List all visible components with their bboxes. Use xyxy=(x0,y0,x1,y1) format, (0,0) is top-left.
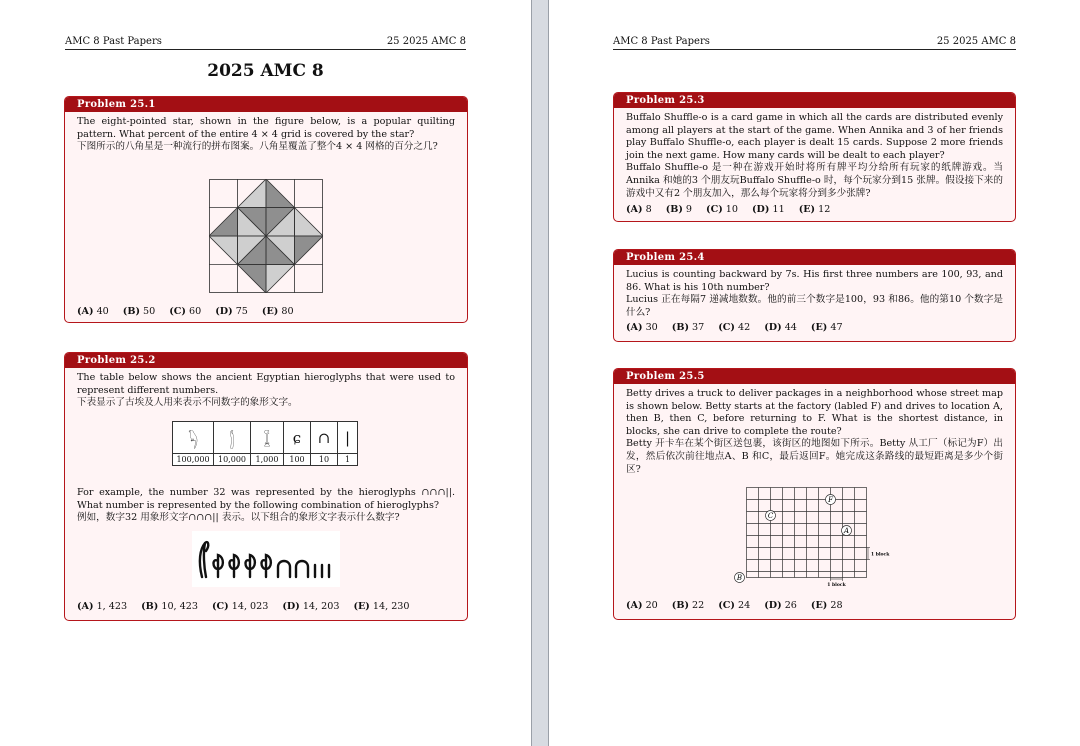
tadpole-glyph-icon: 𓆐 xyxy=(188,431,198,449)
choice-e: (E) 28 xyxy=(810,600,843,611)
problem-text-zh: Buffalo Shuffle-o 是一种在游戏开始时将所有牌平均分给所有玩家的纸牌游戏。当Annika 和她的3 个朋友玩Buffalo Shuffle-o 时，每个玩家分到15 张牌。假设接下来的游戏中又有2 个朋友加入，那么每个玩家将分到多少张牌? xyxy=(626,162,1003,199)
problem-text-en: The eight-pointed star, shown in the figure below, is a popular quilting pattern. What percent of the entire 4 × 4 grid is covered by the star? xyxy=(77,116,455,140)
problem-text-en: Lucius is counting backward by 7s. His first three numbers are 100, 93, and 86. What is his 10th number? xyxy=(626,269,1003,293)
page-left xyxy=(0,0,531,746)
choice-c: (C) 42 xyxy=(718,322,751,333)
choice-a: (A) 40 xyxy=(77,306,109,317)
choice-e: (E) 12 xyxy=(798,204,831,215)
star-piece xyxy=(266,265,295,294)
stroke-glyph-icon: | xyxy=(344,428,351,447)
choice-d: (D) 44 xyxy=(764,322,797,333)
problem-text-en: Buffalo Shuffle-o is a card game in which all the cards are distributed evenly among all players at the start of the game. When Annika and 3 of her friends play Buffalo Shuffle-o, each player is dealt 15 cards. Suppose 2 more friends join the next game. How many cards will be dealt to each player? xyxy=(626,112,1003,161)
coil-glyph-icon: ɕ xyxy=(292,428,302,447)
header-left: AMC 8 Past Papers xyxy=(613,36,710,47)
choice-e: (E) 80 xyxy=(261,306,294,317)
heel-glyph-icon: ∩ xyxy=(317,428,331,447)
problem-title: Problem 25.1 xyxy=(65,97,467,112)
problem-25-1 xyxy=(64,96,468,323)
page-title: 2025 AMC 8 xyxy=(207,61,324,81)
map-label-a: A xyxy=(843,527,850,535)
hieroglyph-table xyxy=(172,421,358,466)
problem-title: Problem 25.3 xyxy=(614,93,1015,108)
choice-c: (C) 24 xyxy=(718,600,751,611)
problem-text-en: For example, the number 32 was represented by the hieroglyphs ∩∩∩||. What number is represented by the following combination of hieroglyphs? xyxy=(77,487,455,511)
answer-choices xyxy=(626,600,843,611)
star-piece xyxy=(295,236,324,265)
star-piece xyxy=(209,236,238,265)
problem-text-zh: 例如，数字32 用象形文字∩∩∩|| 表示。以下组合的象形文字表示什么数字? xyxy=(77,512,400,524)
table-cell: 1,000 xyxy=(251,453,283,465)
star-grid-figure xyxy=(209,179,323,293)
problem-25-2 xyxy=(64,352,468,621)
choice-d: (D) 75 xyxy=(215,306,248,317)
choice-b: (B) 50 xyxy=(122,306,156,317)
table-cell: 10,000 xyxy=(214,453,250,465)
choice-b: (B) 22 xyxy=(671,600,705,611)
map-label-f: F xyxy=(828,496,833,504)
star-piece xyxy=(238,265,267,294)
table-cell: 10 xyxy=(311,453,337,465)
choice-c: (C) 10 xyxy=(706,204,739,215)
map-label-b: B xyxy=(736,574,743,582)
header-left: AMC 8 Past Papers xyxy=(65,36,162,47)
problem-25-4 xyxy=(613,249,1016,342)
header-right: 25 2025 AMC 8 xyxy=(386,36,466,47)
table-cell: 1 xyxy=(338,453,357,465)
street-map-figure xyxy=(734,485,894,589)
header-right: 25 2025 AMC 8 xyxy=(936,36,1016,47)
star-piece xyxy=(295,208,324,237)
choice-c: (C) 60 xyxy=(169,306,202,317)
answer-choices xyxy=(626,322,843,333)
lotus-glyph-icon: 𓆼 xyxy=(263,431,271,449)
answer-choices xyxy=(77,306,294,317)
problem-25-3 xyxy=(613,92,1016,222)
choice-e: (E) 14, 230 xyxy=(353,601,410,612)
problem-text-en: Betty drives a truck to deliver packages in a neighborhood whose street map is shown below. Betty starts at the factory (labled F) and drives to location A, then B, then C, before returning to F. What is the shortest distance, in blocks, she can drive to complete the route? xyxy=(626,388,1003,437)
problem-text-en: The table below shows the ancient Egyptian hieroglyphs that were used to represent different numbers. xyxy=(77,372,455,396)
choice-e: (E) 47 xyxy=(810,322,843,333)
answer-choices xyxy=(77,601,410,612)
problem-text-zh: 下图所示的八角星是一种流行的拼布图案。八角星覆盖了整个4 × 4 网格的百分之几? xyxy=(77,141,438,153)
star-piece xyxy=(266,179,295,208)
scale-label-horizontal: 1 block xyxy=(827,583,846,588)
hieroglyph-combination-figure xyxy=(192,531,340,587)
choice-b: (B) 37 xyxy=(671,322,705,333)
header-rule xyxy=(65,49,466,50)
choice-b: (B) 9 xyxy=(665,204,693,215)
problem-title: Problem 25.2 xyxy=(65,353,467,368)
scale-label-vertical: 1 block xyxy=(871,552,890,558)
choice-a: (A) 30 xyxy=(626,322,658,333)
choice-d: (D) 11 xyxy=(752,204,785,215)
choice-b: (B) 10, 423 xyxy=(141,601,198,612)
star-piece xyxy=(238,179,267,208)
table-cell: 100 xyxy=(284,453,310,465)
header-rule xyxy=(613,49,1016,50)
table-cell: 100,000 xyxy=(173,453,213,465)
choice-a: (A) 20 xyxy=(626,600,658,611)
choice-c: (C) 14, 023 xyxy=(211,601,269,612)
finger-glyph-icon: 𓂭 xyxy=(229,431,235,449)
page-gutter xyxy=(531,0,549,746)
page-header xyxy=(65,36,466,47)
choice-a: (A) 1, 423 xyxy=(77,601,128,612)
choice-a: (A) 8 xyxy=(626,204,652,215)
problem-text-zh: Lucius 正在每隔7 递减地数数。他的前三个数字是100，93 和86。他的第10 个数字是什么? xyxy=(626,294,1003,318)
problem-title: Problem 25.4 xyxy=(614,250,1015,265)
problem-text-zh: Betty 开卡车在某个街区送包裹，该街区的地图如下所示。Betty 从工厂（标记为F）出发，然后依次前往地点A、B 和C，最后返回F。她完成这条路线的最短距离是多少个街区? xyxy=(626,438,1003,475)
problem-25-5 xyxy=(613,368,1016,620)
choice-d: (D) 26 xyxy=(764,600,797,611)
problem-text-zh: 下表显示了古埃及人用来表示不同数字的象形文字。 xyxy=(77,397,298,409)
star-piece xyxy=(209,208,238,237)
answer-choices xyxy=(626,204,830,215)
problem-title: Problem 25.5 xyxy=(614,369,1015,384)
choice-d: (D) 14, 203 xyxy=(282,601,340,612)
map-label-c: C xyxy=(767,512,774,520)
page-right xyxy=(549,0,1080,746)
page-header xyxy=(613,36,1016,47)
